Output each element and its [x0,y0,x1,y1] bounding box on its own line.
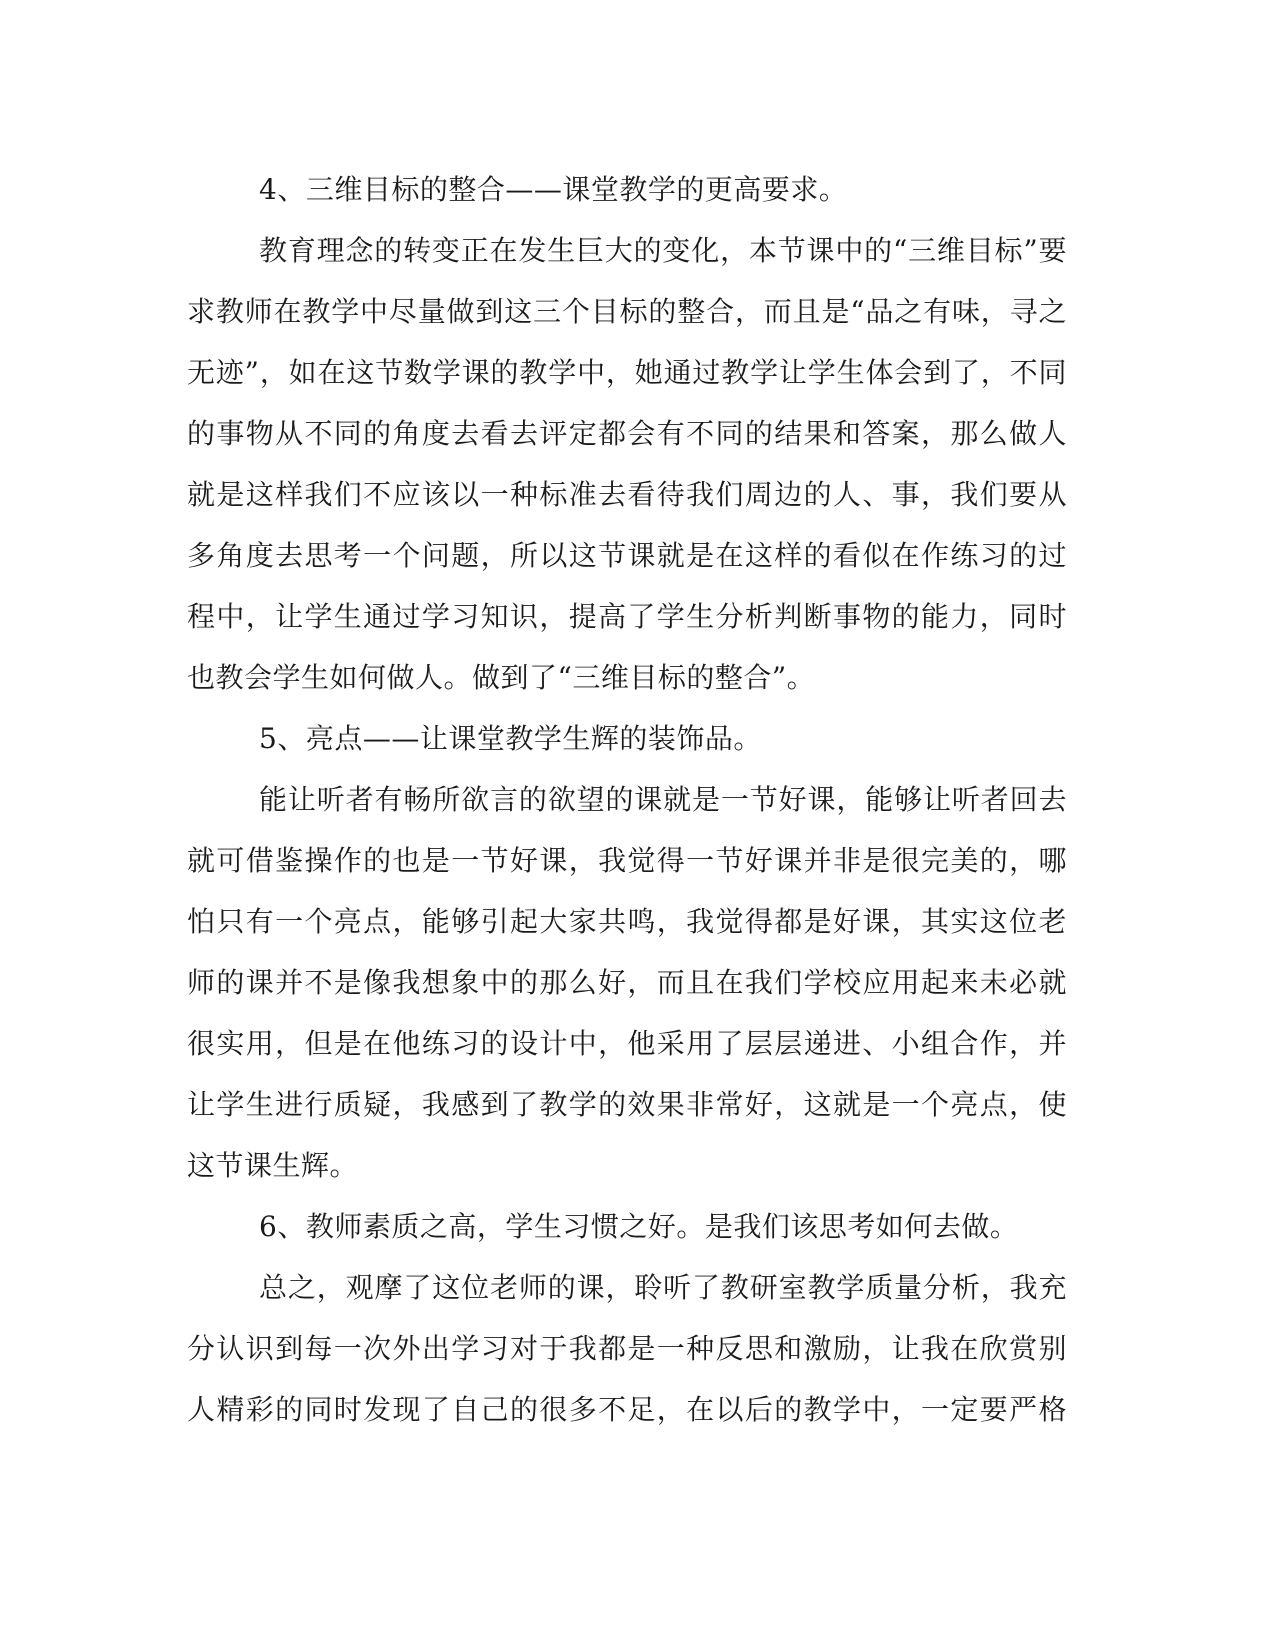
paragraph-line: 就是这样我们不应该以一种标准去看待我们周边的人、事，我们要从 [187,478,1067,511]
paragraph-line: 总之，观摩了这位老师的课，聆听了教研室教学质量分析，我充 [259,1271,1067,1304]
paragraph-line: 很实用，但是在他练习的设计中，他采用了层层递进、小组合作，并 [187,1027,1067,1060]
heading-item-4: 4、三维目标的整合——课堂教学的更高要求。 [259,173,848,206]
document-body [187,159,1067,1440]
paragraph-line: 分认识到每一次外出学习对于我都是一种反思和激励，让我在欣赏别 [187,1332,1067,1365]
paragraph-line: 多角度去思考一个问题，所以这节课就是在这样的看似在作练习的过 [187,539,1067,572]
paragraph-line: 程中，让学生通过学习知识，提高了学生分析判断事物的能力，同时 [187,600,1067,633]
paragraph-line: 就可借鉴操作的也是一节好课，我觉得一节好课并非是很完美的，哪 [187,844,1067,877]
paragraph-line: 求教师在教学中尽量做到这三个目标的整合，而且是“品之有味，寻之 [187,295,1067,328]
paragraph-line: 怕只有一个亮点，能够引起大家共鸣，我觉得都是好课，其实这位老 [187,905,1067,938]
paragraph-line: 人精彩的同时发现了自己的很多不足，在以后的教学中，一定要严格 [187,1393,1067,1426]
paragraph-line: 无迹”，如在这节数学课的教学中，她通过教学让学生体会到了，不同 [187,356,1067,389]
paragraph-line: 师的课并不是像我想象中的那么好，而且在我们学校应用起来未必就 [187,966,1067,999]
paragraph-line: 让学生进行质疑，我感到了教学的效果非常好，这就是一个亮点，使 [187,1088,1067,1121]
paragraph-line: 能让听者有畅所欲言的欲望的课就是一节好课，能够让听者回去 [259,783,1067,816]
paragraph-line: 教育理念的转变正在发生巨大的变化，本节课中的“三维目标”要 [259,234,1067,267]
heading-item-5: 5、亮点——让课堂教学生辉的装饰品。 [259,722,762,755]
heading-item-6: 6、教师素质之高，学生习惯之好。是我们该思考如何去做。 [259,1210,1019,1243]
paragraph-line: 这节课生辉。 [187,1149,359,1182]
paragraph-line: 也教会学生如何做人。做到了“三维目标的整合”。 [187,661,816,694]
paragraph-line: 的事物从不同的角度去看去评定都会有不同的结果和答案，那么做人 [187,417,1067,450]
